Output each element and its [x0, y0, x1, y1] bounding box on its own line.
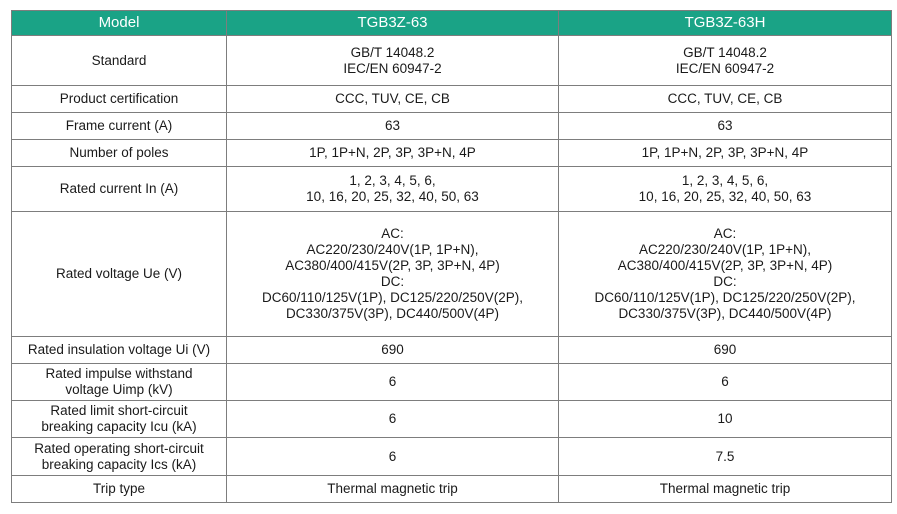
value-tgb3z-63: 6: [227, 438, 559, 476]
value-tgb3z-63: GB/T 14048.2 IEC/EN 60947-2: [227, 36, 559, 86]
header-row: [12, 11, 892, 36]
row-trip-type: [12, 476, 892, 503]
value-tgb3z-63h: 10: [559, 401, 892, 438]
value-tgb3z-63: 6: [227, 364, 559, 401]
value-tgb3z-63h: 1, 2, 3, 4, 5, 6, 10, 16, 20, 25, 32, 40, 50, 63: [559, 167, 892, 212]
row-rated-voltage: [12, 212, 892, 337]
row-label: Standard: [12, 36, 227, 86]
header-model: Model: [12, 11, 227, 36]
value-tgb3z-63: 1, 2, 3, 4, 5, 6, 10, 16, 20, 25, 32, 40, 50, 63: [227, 167, 559, 212]
row-rated-operating-short-circuit: [12, 438, 892, 476]
row-label: Rated voltage Ue (V): [12, 212, 227, 337]
value-tgb3z-63: 63: [227, 113, 559, 140]
row-label: Product certification: [12, 86, 227, 113]
row-label: Frame current (A): [12, 113, 227, 140]
row-number-of-poles: [12, 140, 892, 167]
value-tgb3z-63: AC: AC220/230/240V(1P, 1P+N), AC380/400/415V(2P, 3P, 3P+N, 4P) DC: DC60/110/125V(1P), DC125/220/250V(2P), DC330/375V(3P), DC440/500V(4P): [227, 212, 559, 337]
value-tgb3z-63h: 6: [559, 364, 892, 401]
row-standard: [12, 36, 892, 86]
row-label: Rated limit short-circuit breaking capacity Icu (kA): [12, 401, 227, 438]
row-label: Rated insulation voltage Ui (V): [12, 337, 227, 364]
row-product-certification: [12, 86, 892, 113]
value-tgb3z-63h: 1P, 1P+N, 2P, 3P, 3P+N, 4P: [559, 140, 892, 167]
header-tgb3z-63: TGB3Z-63: [227, 11, 559, 36]
value-tgb3z-63h: 63: [559, 113, 892, 140]
row-rated-insulation-voltage: [12, 337, 892, 364]
value-tgb3z-63: CCC, TUV, CE, CB: [227, 86, 559, 113]
row-label: Rated current In (A): [12, 167, 227, 212]
value-tgb3z-63h: 7.5: [559, 438, 892, 476]
row-label: Rated operating short-circuit breaking capacity Ics (kA): [12, 438, 227, 476]
value-tgb3z-63: 1P, 1P+N, 2P, 3P, 3P+N, 4P: [227, 140, 559, 167]
value-tgb3z-63h: AC: AC220/230/240V(1P, 1P+N), AC380/400/415V(2P, 3P, 3P+N, 4P) DC: DC60/110/125V(1P), DC125/220/250V(2P), DC330/375V(3P), DC440/500V(4P): [559, 212, 892, 337]
row-rated-limit-short-circuit: [12, 401, 892, 438]
row-label: Rated impulse withstand voltage Uimp (kV): [12, 364, 227, 401]
header-tgb3z-63h: TGB3Z-63H: [559, 11, 892, 36]
row-rated-impulse-withstand-voltage: [12, 364, 892, 401]
row-label: Number of poles: [12, 140, 227, 167]
value-tgb3z-63h: CCC, TUV, CE, CB: [559, 86, 892, 113]
row-label: Trip type: [12, 476, 227, 503]
value-tgb3z-63: 690: [227, 337, 559, 364]
row-frame-current: [12, 113, 892, 140]
value-tgb3z-63: 6: [227, 401, 559, 438]
spec-table: [11, 10, 892, 503]
value-tgb3z-63h: Thermal magnetic trip: [559, 476, 892, 503]
value-tgb3z-63h: GB/T 14048.2 IEC/EN 60947-2: [559, 36, 892, 86]
value-tgb3z-63: Thermal magnetic trip: [227, 476, 559, 503]
row-rated-current: [12, 167, 892, 212]
value-tgb3z-63h: 690: [559, 337, 892, 364]
